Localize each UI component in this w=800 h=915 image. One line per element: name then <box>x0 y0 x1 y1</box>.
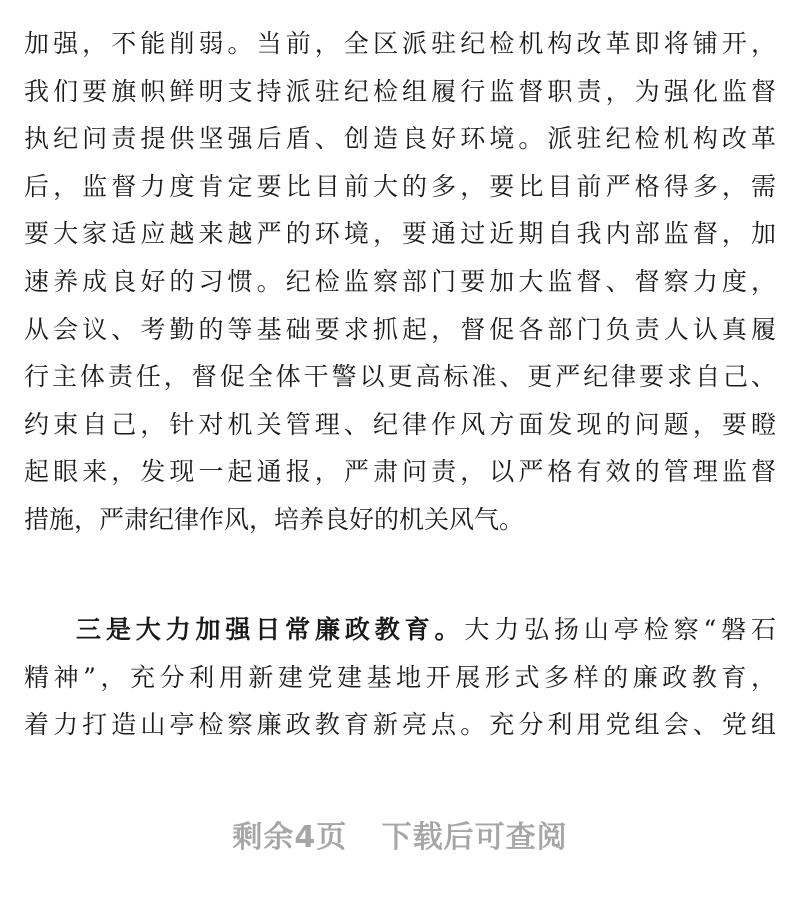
text-line: 我们要旗帜鲜明支持派驻纪检组履行监督职责，为强化监督 <box>24 76 776 106</box>
download-notice[interactable] <box>0 812 800 856</box>
download-prompt-label[interactable]: 下载后可查阅 <box>381 820 568 855</box>
section-heading-line <box>24 606 776 654</box>
remaining-pages-label[interactable]: 剩余4页 <box>232 820 348 855</box>
text-line: 加强，不能削弱。当前，全区派驻纪检机构改革即将铺开， <box>24 29 776 58</box>
text-line: 后，监督力度肯定要比目前大的多，要比目前严格得多，需 <box>24 171 776 201</box>
text-line: 起眼来，发现一起通报，严肃问责，以严格有效的管理监督 <box>24 457 776 487</box>
text-line: 速养成良好的习惯。纪检监察部门要加大监督、督察力度， <box>24 266 776 296</box>
text-line: 精神”，充分利用新建党建基地开展形式多样的廉政教育， <box>24 662 776 692</box>
text-line: 措施，严肃纪律作风，培养良好的机关风气。 <box>24 504 525 534</box>
section-paragraph <box>24 606 776 749</box>
section-heading: 三是大力加强日常廉政教育。 <box>76 615 465 644</box>
text-line: 着力打造山亭检察廉政教育新亮点。充分利用党组会、党组 <box>24 710 776 740</box>
text-line: 行主体责任，督促全体干警以更高标准、更严纪律要求自己、 <box>24 362 776 392</box>
text-line: 约束自己，针对机关管理、纪律作风方面发现的问题，要瞪 <box>24 409 776 439</box>
body-paragraph <box>24 20 776 544</box>
text-line: 要大家适应越来越严的环境，要通过近期自我内部监督，加 <box>24 219 776 249</box>
text-line: 从会议、考勤的等基础要求抓起，督促各部门负责人认真履 <box>24 314 776 344</box>
text-run: 大力弘扬山亭检察“磐石 <box>464 615 776 644</box>
text-line: 执纪问责提供坚强后盾、创造良好环境。派驻纪检机构改革 <box>24 124 776 154</box>
